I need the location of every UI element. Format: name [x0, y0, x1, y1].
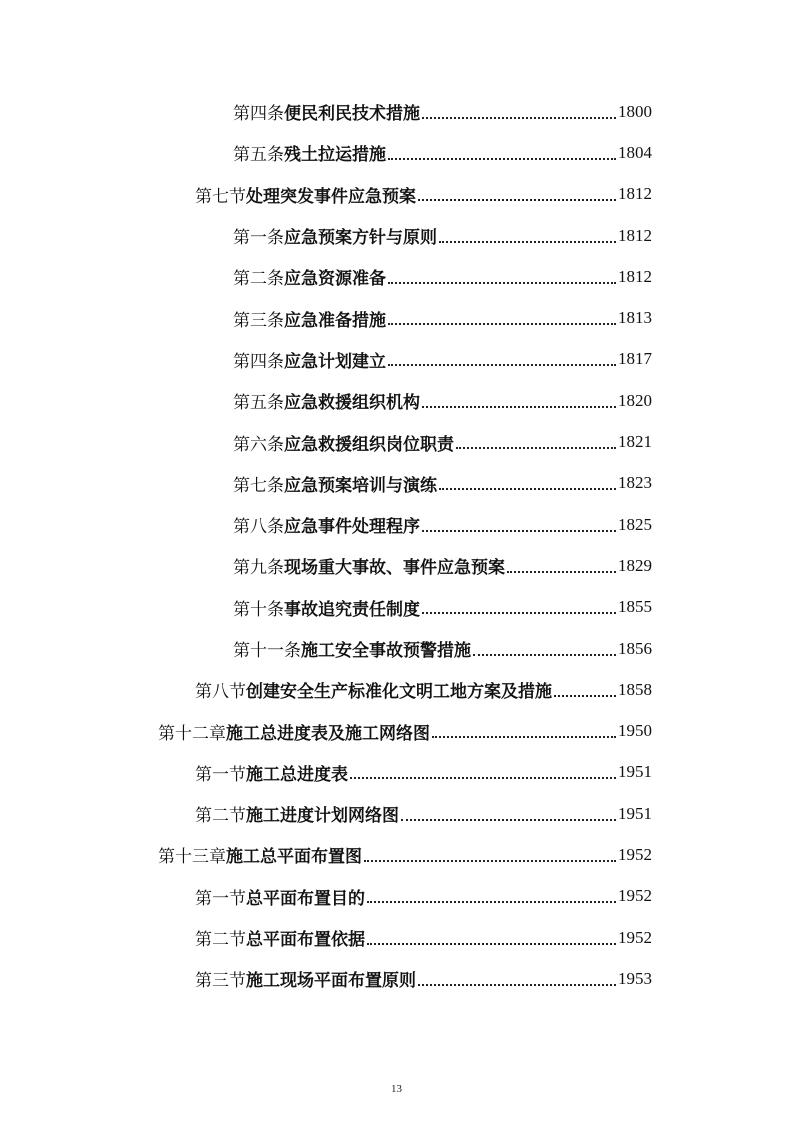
toc-entry-page: 1856	[618, 638, 652, 658]
dot-leader	[388, 282, 616, 284]
toc-entry-page: 1952	[618, 927, 652, 947]
toc-entry-title: 应急救援组织岗位职责	[284, 434, 454, 455]
toc-entry-page: 1858	[618, 679, 652, 699]
toc-entry[interactable]	[0, 256, 793, 297]
toc-entry-title: 施工总平面布置图	[226, 847, 362, 868]
toc-entry-title: 现场重大事故、事件应急预案	[284, 558, 505, 579]
dot-leader	[439, 488, 616, 490]
toc-entry-page: 1821	[618, 432, 652, 452]
toc-entry-number: 第四条	[233, 351, 284, 372]
toc-entry-number: 第十一条	[233, 641, 301, 661]
toc-entry-title: 应急事件处理程序	[284, 517, 420, 538]
toc-entry-title: 总平面布置依据	[246, 930, 365, 951]
toc-entry-page: 1952	[618, 844, 652, 864]
toc-entry-title: 应急准备措施	[284, 310, 386, 331]
toc-entry[interactable]	[0, 628, 793, 669]
dot-leader	[554, 695, 616, 697]
dot-leader	[418, 199, 616, 201]
toc-entry-page: 1820	[618, 390, 652, 410]
toc-entry-number: 第六条	[233, 434, 284, 455]
toc-entry[interactable]	[0, 174, 793, 215]
toc-entry-number: 第八节	[195, 682, 246, 703]
toc-entry[interactable]	[0, 876, 793, 917]
toc-entry-number: 第九条	[233, 558, 284, 579]
toc-entry-number: 第十三章	[158, 847, 226, 868]
toc-entry-number: 第十条	[233, 599, 284, 620]
dot-leader	[388, 364, 616, 366]
toc-entry-title: 应急资源准备	[284, 269, 386, 290]
toc-entry-title: 施工总进度表	[246, 764, 348, 785]
toc-entry-page: 1951	[618, 803, 652, 823]
toc-entry-page: 1829	[618, 555, 652, 575]
toc-entry-number: 第七节	[195, 186, 246, 207]
toc-entry[interactable]	[0, 91, 793, 132]
toc-entry-number: 第一条	[233, 228, 284, 249]
toc-entry-number: 第五条	[233, 393, 284, 414]
toc-entry-title: 总平面布置目的	[246, 888, 365, 909]
toc-entry-title: 事故追究责任制度	[284, 599, 420, 620]
toc-entry[interactable]	[0, 752, 793, 793]
toc-entry-page: 1817	[618, 349, 652, 369]
toc-entry-page: 1813	[618, 308, 652, 328]
toc-entry[interactable]	[0, 463, 793, 504]
toc-entry-number: 第七条	[233, 475, 284, 496]
toc-entry-number: 第三条	[233, 310, 284, 331]
toc-entry-title: 施工总进度表及施工网络图	[226, 723, 430, 744]
toc-entry-title: 处理突发事件应急预案	[246, 186, 416, 207]
toc-entry-number: 第二条	[233, 269, 284, 290]
toc-entry[interactable]	[0, 545, 793, 586]
toc-entry[interactable]	[0, 504, 793, 545]
toc-entry-page: 1812	[618, 266, 652, 286]
dot-leader	[401, 819, 616, 821]
toc-entry-page: 1952	[618, 886, 652, 906]
toc-entry-number: 第二节	[195, 930, 246, 951]
toc-entry[interactable]	[0, 380, 793, 421]
toc-entry-title: 施工进度计划网络图	[246, 806, 399, 827]
toc-entry-page: 1855	[618, 597, 652, 617]
dot-leader	[473, 654, 616, 656]
dot-leader	[422, 117, 616, 119]
toc-entry[interactable]	[0, 793, 793, 834]
toc-entry[interactable]	[0, 710, 793, 751]
toc-entry-page: 1823	[618, 473, 652, 493]
dot-leader	[388, 323, 616, 325]
toc-entry-number: 第二节	[195, 806, 246, 827]
toc-entry[interactable]	[0, 297, 793, 338]
dot-leader	[456, 447, 616, 449]
dot-leader	[388, 158, 616, 160]
dot-leader	[439, 241, 616, 243]
toc-entry-number: 第四条	[233, 104, 284, 125]
toc-entry-title: 应急预案培训与演练	[284, 475, 437, 496]
toc-entry-title: 施工安全事故预警措施	[301, 641, 471, 661]
page-number: 13	[391, 1083, 402, 1095]
dot-leader	[422, 530, 616, 532]
toc-entry[interactable]	[0, 587, 793, 628]
toc-entry-title: 便民利民技术措施	[284, 104, 420, 125]
toc-entry-number: 第一节	[195, 888, 246, 909]
toc-entry-page: 1825	[618, 514, 652, 534]
toc-entry[interactable]	[0, 917, 793, 958]
toc-entry[interactable]	[0, 669, 793, 710]
toc-entry-title: 应急预案方针与原则	[284, 228, 437, 249]
toc-entry-number: 第三节	[195, 971, 246, 992]
toc-entry-page: 1951	[618, 762, 652, 782]
toc-entry-number: 第一节	[195, 764, 246, 785]
table-of-contents	[0, 91, 793, 1000]
toc-entry-page: 1953	[618, 968, 652, 988]
toc-entry-title: 应急救援组织机构	[284, 393, 420, 414]
dot-leader	[367, 901, 616, 903]
toc-entry-title: 应急计划建立	[284, 351, 386, 372]
toc-entry[interactable]	[0, 215, 793, 256]
toc-entry[interactable]	[0, 958, 793, 999]
dot-leader	[350, 777, 616, 779]
toc-entry-page: 1800	[618, 101, 652, 121]
toc-entry[interactable]	[0, 834, 793, 875]
toc-entry[interactable]	[0, 339, 793, 380]
toc-entry-title: 施工现场平面布置原则	[246, 971, 416, 992]
toc-entry-page: 1812	[618, 225, 652, 245]
dot-leader	[364, 860, 616, 862]
toc-entry-page: 1804	[618, 142, 652, 162]
toc-entry-number: 第五条	[233, 145, 284, 166]
dot-leader	[422, 406, 616, 408]
toc-entry-title: 残土拉运措施	[284, 145, 386, 166]
toc-entry-title: 创建安全生产标准化文明工地方案及措施	[246, 682, 552, 703]
toc-entry-number: 第十二章	[158, 723, 226, 744]
dot-leader	[507, 571, 616, 573]
dot-leader	[418, 984, 616, 986]
toc-entry[interactable]	[0, 132, 793, 173]
toc-entry[interactable]	[0, 421, 793, 462]
dot-leader	[367, 943, 616, 945]
toc-entry-number: 第八条	[233, 517, 284, 538]
dot-leader	[422, 612, 616, 614]
toc-entry-page: 1812	[618, 184, 652, 204]
dot-leader	[432, 736, 616, 738]
toc-entry-page: 1950	[618, 721, 652, 741]
